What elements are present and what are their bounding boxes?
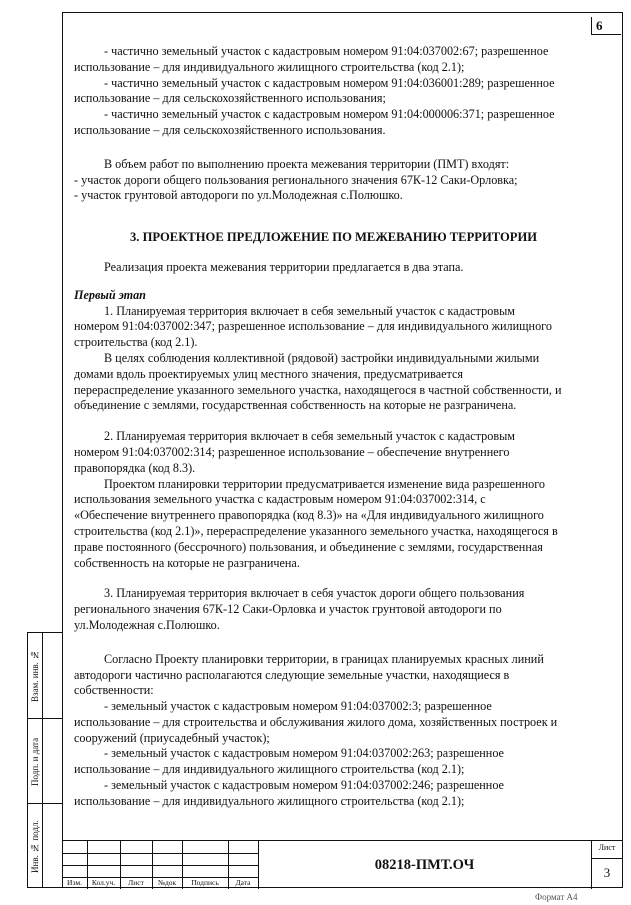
inv-podl-label: Инв. № подл. bbox=[30, 820, 40, 874]
inv-zam-label: Взам. инв. № bbox=[30, 649, 40, 703]
paragraph-1: 1. Планируемая территория включает в себя земельный участок с кадастровым bbox=[104, 303, 515, 318]
paragraph-1b: В целях соблюдения коллективной (рядовой) застройки индивидуальными жилыми bbox=[104, 350, 540, 365]
list-item-cont: использование – для сельскохозяйственного использования. bbox=[74, 122, 386, 137]
list-item-cont: использование – для строительства и обслуживания жилого дома, хозяйственных построек и bbox=[74, 714, 558, 729]
scope-item: - участок дороги общего пользования регионального значения 67К-12 Саки-Орловка; bbox=[74, 172, 518, 187]
paragraph-1-line: строительства (код 2.1). bbox=[74, 335, 198, 350]
paragraph-3: 3. Планируемая территория включает в себя участок дороги общего пользования bbox=[104, 586, 525, 601]
list-item: - земельный участок с кадастровым номером 91:04:037002:246; разрешенное bbox=[104, 778, 504, 793]
paragraph-2-line: номером 91:04:037002:314; разрешенное использование – обеспечение внутреннего bbox=[74, 444, 510, 459]
scope-intro: В объем работ по выполнению проекта межевания территории (ПМТ) входят: bbox=[104, 156, 510, 171]
paragraph-4-line: автодороги частично располагаются следующие земельные участки, находящиеся в bbox=[74, 667, 510, 682]
paragraph-2b-line: использования земельного участка с кадастровым номером 91:04:037002:314, с bbox=[74, 492, 486, 507]
list-item-cont: использование – для индивидуального жилищного строительства (код 2.1); bbox=[74, 793, 465, 808]
paragraph-3-line: ул.Молодежная с.Полюшко. bbox=[74, 617, 220, 632]
list-item-cont: использование – для индивидуального жилищного строительства (код 2.1); bbox=[74, 762, 465, 777]
document-code: 08218-ПМТ.ОЧ bbox=[374, 857, 475, 873]
sheet-number: 3 bbox=[603, 865, 611, 880]
section-heading: 3. ПРОЕКТНОЕ ПРЕДЛОЖЕНИЕ ПО МЕЖЕВАНИЮ ТЕРРИТОРИИ bbox=[130, 230, 538, 245]
col-izm: Изм. bbox=[67, 878, 82, 887]
paragraph-2-line: правопорядка (код 8.3). bbox=[74, 460, 196, 475]
paragraph-2: 2. Планируемая территория включает в себя земельный участок с кадастровым bbox=[104, 429, 515, 444]
list-item-cont: использование – для сельскохозяйственного использования; bbox=[74, 91, 386, 106]
col-podpis: Подпись bbox=[191, 878, 219, 887]
paragraph-4-line: собственности: bbox=[74, 683, 154, 698]
paragraph-1b-line: объединение с землями, государственная собственность на которые не разграничена. bbox=[74, 398, 517, 413]
scope-item: - участок грунтовой автодороги по ул.Молодежная с.Полюшко. bbox=[74, 188, 403, 203]
stage-title: Первый этап bbox=[74, 287, 146, 302]
document-body bbox=[74, 44, 607, 810]
realization-text: Реализация проекта межевания территории предлагается в два этапа. bbox=[104, 259, 464, 274]
list-item: - частично земельный участок с кадастровым номером 91:04:000006:371; разрешенное bbox=[104, 107, 555, 122]
list-item-cont: сооружений (приусадебный участок); bbox=[74, 730, 270, 745]
sheet-label: Лист bbox=[598, 843, 616, 852]
paragraph-1b-line: домами вдоль проектируемых улиц местного значения, предусматривается bbox=[74, 366, 464, 381]
paragraph-2b-line: праве постоянного (бессрочного) пользования, и объединение с землями, государственная bbox=[74, 539, 543, 554]
col-data: Дата bbox=[235, 878, 251, 887]
list-item: - земельный участок с кадастровым номером 91:04:037002:263; разрешенное bbox=[104, 746, 504, 761]
paragraph-2b-line: собственность на которые не разграничена. bbox=[74, 555, 300, 570]
paragraph-3-line: регионального значения 67К-12 Саки-Орловка и участок грунтовой автодороги по bbox=[74, 602, 502, 617]
paragraph-1-line: номером 91:04:037002:347; разрешенное использование – для индивидуального жилищного bbox=[74, 319, 552, 334]
col-kol-uch: Кол.уч. bbox=[91, 878, 116, 887]
format-label: Формат А4 bbox=[535, 892, 578, 902]
list-item: - земельный участок с кадастровым номером 91:04:037002:3; разрешенное bbox=[104, 699, 492, 714]
page-number-top: 6 bbox=[591, 17, 621, 35]
side-stamp-strip bbox=[27, 632, 62, 888]
podp-data-label: Подп. и дата bbox=[30, 737, 40, 787]
paragraph-2b-line: строительства (код 2.1)», перераспределение указанного земельного участка, находящегося в bbox=[74, 523, 558, 538]
title-block bbox=[62, 840, 623, 888]
col-list: Лист bbox=[128, 878, 144, 887]
list-item-cont: использование – для индивидуального жилищного строительства (код 2.1); bbox=[74, 59, 465, 74]
paragraph-4: Согласно Проекту планировки территории, в границах планируемых красных линий bbox=[104, 651, 544, 666]
col-ndok: №док bbox=[157, 878, 177, 887]
paragraph-2b-line: «Обеспечение внутреннего правопорядка (код 8.3)» на «Для индивидуального жилищного bbox=[74, 508, 544, 523]
paragraph-2b: Проектом планировки территории предусматривается изменение вида разрешенного bbox=[104, 476, 545, 491]
list-item: - частично земельный участок с кадастровым номером 91:04:036001:289; разрешенное bbox=[104, 75, 555, 90]
paragraph-1b-line: перераспределение указанного земельного участка, находящегося в частной собственности, и bbox=[74, 382, 562, 397]
list-item: - частично земельный участок с кадастровым номером 91:04:037002:67; разрешенное bbox=[104, 44, 549, 58]
